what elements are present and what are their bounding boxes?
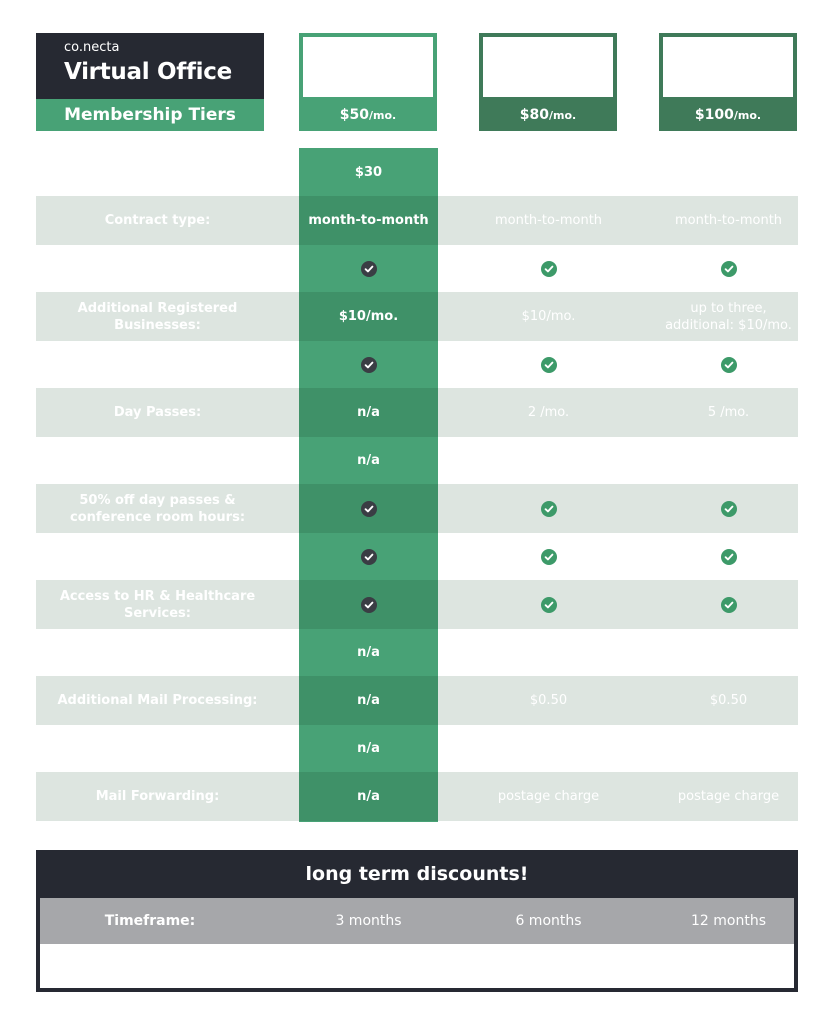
tier-50-value: $30: [354, 165, 383, 180]
row-label: Additional Registered Businesses:: [77, 300, 238, 333]
check-icon: [721, 501, 737, 517]
tier-50-value: n/a: [357, 453, 380, 468]
tier-80-value: $10/mo.: [521, 309, 576, 324]
table-row: [36, 676, 798, 725]
tier-80-value: [479, 340, 618, 389]
tier-100-value: [659, 148, 798, 197]
table-row: [36, 772, 798, 821]
tier-100-value: [659, 484, 798, 533]
tier-80-value: postage charge: [497, 789, 600, 804]
tier-header-100: [659, 33, 797, 131]
tier-100-value: month-to-month: [674, 213, 783, 228]
discount-value: 12 months: [691, 912, 766, 929]
tier-price-unit: /mo.: [733, 108, 762, 122]
tier-50-value: $10/mo.: [299, 292, 438, 341]
tier-100-value: [659, 628, 798, 677]
check-icon: [541, 597, 557, 613]
row-label: Day Passes:: [113, 405, 202, 420]
row-label: [46, 340, 269, 389]
tier-80-value: [479, 436, 618, 485]
discount-value: 6 months: [515, 912, 582, 929]
tier-price: [299, 99, 437, 131]
tier-header-50: [299, 33, 437, 131]
table-row: [36, 340, 798, 389]
tier-price-amount: $50: [339, 107, 369, 123]
check-icon: [721, 261, 737, 277]
table-row: [36, 148, 798, 197]
tier-price-amount: $80: [519, 107, 549, 123]
discount-label: Timeframe:: [104, 912, 196, 929]
check-icon: [541, 261, 557, 277]
tier-50-value: month-to-month: [299, 196, 438, 245]
row-label: [46, 628, 269, 677]
tier-100-value: up to three, additional: $10/mo.: [665, 300, 792, 333]
brand-name: co.necta: [64, 40, 120, 55]
tier-image-placeholder: [483, 37, 613, 97]
row-label: [46, 532, 269, 581]
table-row: [36, 628, 798, 677]
tier-header-80: [479, 33, 617, 131]
row-label: [46, 244, 269, 293]
check-icon: [721, 597, 737, 613]
tier-50-value: n/a: [299, 388, 438, 437]
check-icon: [541, 357, 557, 373]
tier-50-value: [299, 244, 438, 293]
discount-row: [40, 898, 794, 944]
tier-100-value: [659, 244, 798, 293]
table-row: [36, 436, 798, 485]
row-label: Access to HR & Healthcare Services:: [59, 588, 256, 621]
tier-price: [659, 99, 797, 131]
tier-image-placeholder: [303, 37, 433, 97]
page-subtitle: Membership Tiers: [36, 99, 264, 131]
row-label: [46, 148, 269, 197]
tier-100-value: $0.50: [709, 693, 748, 708]
tier-80-value: [479, 724, 618, 773]
table-row: [36, 292, 798, 341]
row-label: [46, 724, 269, 773]
tier-50-value: [299, 340, 438, 389]
check-icon: [361, 597, 377, 613]
tier-100-value: 5 /mo.: [707, 405, 750, 420]
row-label: Additional Mail Processing:: [57, 693, 258, 708]
tier-100-value: postage charge: [677, 789, 780, 804]
row-label: 50% off day passes & conference room hours:: [69, 492, 246, 525]
tier-80-value: 2 /mo.: [527, 405, 570, 420]
table-row: [36, 580, 798, 629]
tier-100-value: [659, 580, 798, 629]
check-icon: [361, 501, 377, 517]
tier-80-value: [479, 484, 618, 533]
check-icon: [721, 357, 737, 373]
check-icon: [721, 549, 737, 565]
row-label: [46, 436, 269, 485]
discount-value: 3 months: [335, 912, 402, 929]
tier-50-value: [299, 532, 438, 581]
row-label: Contract type:: [104, 213, 211, 228]
table-row: [36, 484, 798, 533]
tier-80-value: month-to-month: [494, 213, 603, 228]
tier-50-value: n/a: [299, 772, 438, 821]
discount-title: long term discounts!: [36, 850, 798, 898]
tier-price: [479, 99, 617, 131]
check-icon: [541, 501, 557, 517]
tier-50-value: [299, 580, 438, 629]
check-icon: [361, 261, 377, 277]
table-row: [36, 244, 798, 293]
check-icon: [541, 549, 557, 565]
table-row: [36, 388, 798, 437]
row-label: Mail Forwarding:: [95, 789, 220, 804]
table-row: [36, 196, 798, 245]
tier-100-value: [659, 340, 798, 389]
tier-80-value: [479, 532, 618, 581]
tier-100-value: [659, 436, 798, 485]
tier-100-value: [659, 532, 798, 581]
tier-image-placeholder: [663, 37, 793, 97]
tier-80-value: [479, 628, 618, 677]
page-title: Virtual Office: [64, 59, 232, 85]
tier-50-value: n/a: [299, 676, 438, 725]
tier-50-value: n/a: [357, 645, 380, 660]
tier-100-value: [659, 724, 798, 773]
tier-50-value: n/a: [357, 741, 380, 756]
tier-price-unit: /mo.: [369, 108, 397, 122]
tier-80-value: [479, 148, 618, 197]
table-row: [36, 724, 798, 773]
tier-price-unit: /mo.: [549, 108, 577, 122]
tier-50-value: [299, 484, 438, 533]
check-icon: [361, 357, 377, 373]
table-row: [36, 532, 798, 581]
tier-price-amount: $100: [694, 107, 734, 123]
tier-80-value: [479, 244, 618, 293]
tier-80-value: $0.50: [529, 693, 568, 708]
check-icon: [361, 549, 377, 565]
tier-80-value: [479, 580, 618, 629]
